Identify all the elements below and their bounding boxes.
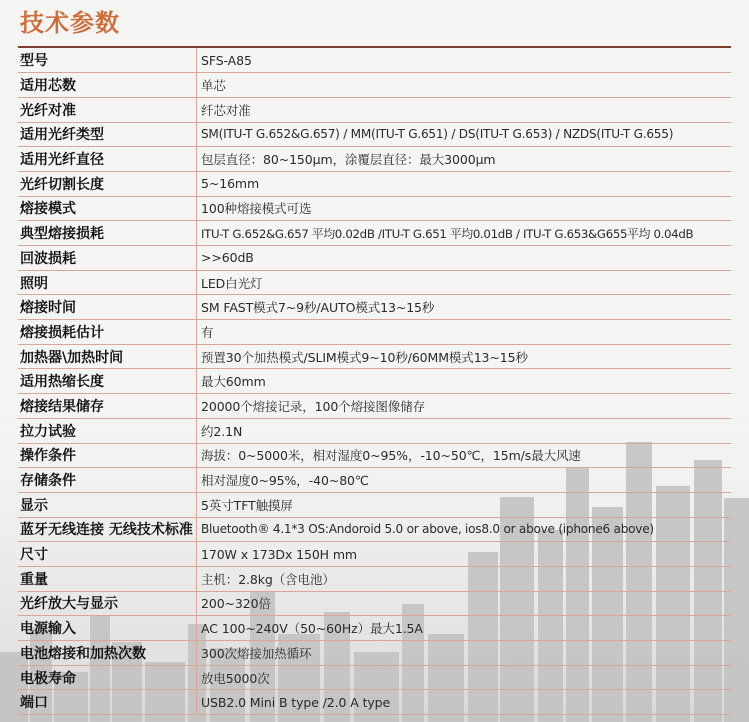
spec-value: 单芯 <box>201 78 226 94</box>
spec-label: 拉力试验 <box>18 418 197 443</box>
spec-value: LED白光灯 <box>201 275 263 291</box>
spec-value: 放电5000次 <box>201 670 270 686</box>
spec-value: USB2.0 Mini B type /2.0 A type <box>201 694 391 710</box>
table-row <box>18 394 731 419</box>
table-row <box>18 171 731 196</box>
spec-value: 300次熔接加热循环 <box>201 645 312 661</box>
table-row <box>18 369 731 394</box>
spec-label: 熔接时间 <box>18 295 197 320</box>
spec-value: 纤芯对准 <box>201 102 251 118</box>
table-row <box>18 665 731 690</box>
spec-label: 端口 <box>18 690 197 715</box>
table-row <box>18 690 731 715</box>
spec-value: 主机：2.8kg（含电池） <box>201 571 335 587</box>
table-row <box>18 344 731 369</box>
table-row <box>18 270 731 295</box>
spec-label: 典型熔接损耗 <box>18 221 197 246</box>
spec-label: 适用光纤直径 <box>18 147 197 172</box>
spec-label: 蓝牙无线连接 无线技术标准 <box>18 517 197 542</box>
spec-label: 电源输入 <box>18 616 197 641</box>
spec-value: ITU-T G.652&G.657 平均0.02dB /ITU-T G.651 平均0.01dB / ITU-T G.653&G655平均 0.04dB <box>201 226 694 241</box>
table-row <box>18 97 731 122</box>
table-row <box>18 591 731 616</box>
spec-label: 光纤对准 <box>18 97 197 122</box>
spec-value: 有 <box>201 324 214 340</box>
spec-label: 回波损耗 <box>18 246 197 271</box>
spec-value: 海拔：0~5000米，相对湿度0~95%，-10~50℃，15m/s最大风速 <box>201 448 581 464</box>
spec-value: 最大60mm <box>201 374 266 390</box>
spec-label: 熔接模式 <box>18 196 197 221</box>
spec-value: SFS-A85 <box>201 52 252 68</box>
spec-value: 200~320倍 <box>201 596 271 612</box>
spec-label: 加热器\加热时间 <box>18 344 197 369</box>
spec-label: 适用光纤类型 <box>18 122 197 147</box>
table-row <box>18 492 731 517</box>
table-row <box>18 517 731 542</box>
table-row <box>18 641 731 666</box>
table-row <box>18 418 731 443</box>
table-row <box>18 196 731 221</box>
spec-value: Bluetooth® 4.1*3 OS:Andoroid 5.0 or above, ios8.0 or above (iphone6 above) <box>201 522 654 537</box>
table-row <box>18 246 731 271</box>
spec-value: SM FAST模式7~9秒/AUTO模式13~15秒 <box>201 300 435 316</box>
spec-label: 型号 <box>18 48 197 73</box>
table-row <box>18 295 731 320</box>
table-row <box>18 73 731 98</box>
spec-label: 熔接结果储存 <box>18 394 197 419</box>
spec-value: 170W x 173Dx 150H mm <box>201 546 358 562</box>
spec-label: 适用热缩长度 <box>18 369 197 394</box>
table-row <box>18 443 731 468</box>
spec-label: 光纤放大与显示 <box>18 591 197 616</box>
spec-label: 操作条件 <box>18 443 197 468</box>
table-row <box>18 468 731 493</box>
spec-label: 存储条件 <box>18 468 197 493</box>
spec-label: 熔接损耗估计 <box>18 320 197 345</box>
spec-value: 相对湿度0~95%，-40~80℃ <box>201 473 369 489</box>
spec-value: >>60dB <box>201 250 254 266</box>
page-title: 技术参数 <box>20 9 120 37</box>
spec-label: 重量 <box>18 566 197 591</box>
spec-value: SM(ITU-T G.652&G.657) / MM(ITU-T G.651) / DS(ITU-T G.653) / NZDS(ITU-T G.655) <box>201 127 674 142</box>
spec-label: 适用芯数 <box>18 73 197 98</box>
spec-value: 100种熔接模式可选 <box>201 201 312 217</box>
table-row <box>18 320 731 345</box>
technical-specifications-table <box>18 48 731 715</box>
spec-value: AC 100~240V（50~60Hz）最大1.5A <box>201 621 423 637</box>
table-row <box>18 616 731 641</box>
spec-label: 显示 <box>18 492 197 517</box>
spec-label: 照明 <box>18 270 197 295</box>
table-row <box>18 566 731 591</box>
spec-value: 预置30个加热模式/SLIM模式9~10秒/60MM模式13~15秒 <box>201 349 528 365</box>
spec-label: 尺寸 <box>18 542 197 567</box>
spec-label: 电池熔接和加热次数 <box>18 641 197 666</box>
spec-value: 包层直径：80~150μm，涂覆层直径：最大3000μm <box>201 152 496 168</box>
spec-value: 约2.1N <box>201 423 243 439</box>
table-row <box>18 48 731 73</box>
table-row <box>18 147 731 172</box>
spec-label: 光纤切割长度 <box>18 171 197 196</box>
table-row <box>18 221 731 246</box>
spec-value: 5英寸TFT触摸屏 <box>201 497 293 513</box>
spec-label: 电极寿命 <box>18 665 197 690</box>
table-row <box>18 122 731 147</box>
spec-value: 5~16mm <box>201 176 260 192</box>
spec-value: 20000个熔接记录，100个熔接图像储存 <box>201 398 426 414</box>
table-row <box>18 542 731 567</box>
